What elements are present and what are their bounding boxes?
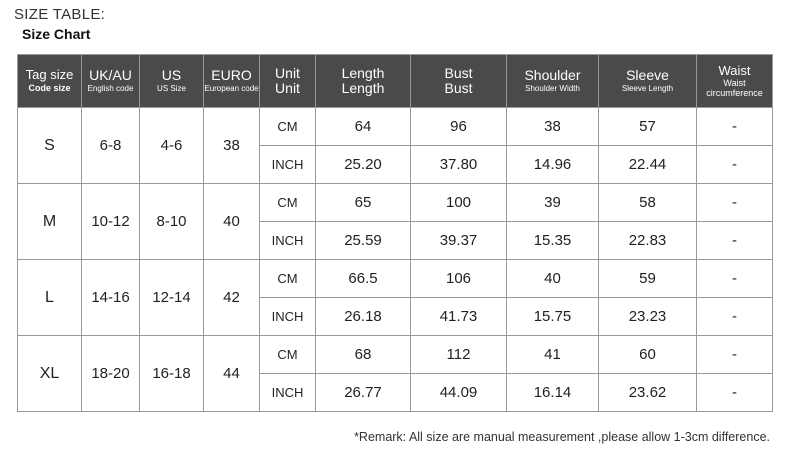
col-header-main: Bust: [444, 65, 473, 82]
col-header-main: US: [161, 67, 182, 84]
sleeve-cell: 22.44: [599, 146, 697, 184]
col-header-euro: [204, 55, 260, 108]
sleeve-cell: 57: [599, 108, 697, 146]
size-cell: S: [18, 108, 82, 184]
sleeve-cell: 23.23: [599, 298, 697, 336]
shoulder-cell: 15.35: [507, 222, 599, 260]
length-cell: 26.77: [316, 374, 411, 412]
length-cell: 65: [316, 184, 411, 222]
length-cell: 68: [316, 336, 411, 374]
bust-cell: 44.09: [411, 374, 507, 412]
col-header-unit: [260, 55, 316, 108]
col-header-main: Unit: [275, 65, 300, 82]
col-header-main: EURO: [211, 67, 252, 84]
header-row: [18, 55, 773, 108]
length-cell: 25.20: [316, 146, 411, 184]
col-header-sub: English code: [87, 84, 134, 94]
col-header-sub: US Size: [157, 84, 186, 94]
unit-cell: CM: [260, 108, 316, 146]
col-header-waist: [697, 55, 773, 108]
length-cell: 26.18: [316, 298, 411, 336]
us-cell: 16-18: [140, 336, 204, 412]
bust-cell: 112: [411, 336, 507, 374]
shoulder-cell: 14.96: [507, 146, 599, 184]
col-header-main: Shoulder: [524, 67, 581, 84]
length-cell: 64: [316, 108, 411, 146]
col-header-length: [316, 55, 411, 108]
size-chart-table: [17, 54, 773, 412]
col-header-uk-au: [82, 55, 140, 108]
shoulder-cell: 15.75: [507, 298, 599, 336]
uk-cell: 10-12: [82, 184, 140, 260]
sleeve-cell: 23.62: [599, 374, 697, 412]
unit-cell: INCH: [260, 374, 316, 412]
chart-subtitle: Size Chart: [22, 26, 91, 42]
length-cell: 66.5: [316, 260, 411, 298]
euro-cell: 40: [204, 184, 260, 260]
sleeve-cell: 59: [599, 260, 697, 298]
bust-cell: 37.80: [411, 146, 507, 184]
uk-cell: 18-20: [82, 336, 140, 412]
uk-cell: 6-8: [82, 108, 140, 184]
col-header-main: Sleeve: [626, 67, 669, 84]
sleeve-cell: 58: [599, 184, 697, 222]
shoulder-cell: 40: [507, 260, 599, 298]
col-header-main: Waist: [718, 62, 751, 78]
waist-cell: -: [697, 298, 773, 336]
shoulder-cell: 16.14: [507, 374, 599, 412]
sleeve-cell: 22.83: [599, 222, 697, 260]
shoulder-cell: 41: [507, 336, 599, 374]
bust-cell: 41.73: [411, 298, 507, 336]
col-header-us: [140, 55, 204, 108]
unit-cell: CM: [260, 336, 316, 374]
unit-cell: INCH: [260, 146, 316, 184]
col-header-main: Tag size: [25, 67, 74, 83]
size-cell: M: [18, 184, 82, 260]
euro-cell: 44: [204, 336, 260, 412]
col-header-sub: Shoulder Width: [525, 84, 580, 94]
shoulder-cell: 39: [507, 184, 599, 222]
table-title: SIZE TABLE:: [14, 6, 106, 23]
waist-cell: -: [697, 336, 773, 374]
waist-cell: -: [697, 108, 773, 146]
uk-cell: 14-16: [82, 260, 140, 336]
bust-cell: 39.37: [411, 222, 507, 260]
us-cell: 8-10: [140, 184, 204, 260]
euro-cell: 38: [204, 108, 260, 184]
us-cell: 4-6: [140, 108, 204, 184]
col-header-sub: Sleeve Length: [621, 84, 674, 94]
euro-cell: 42: [204, 260, 260, 336]
col-header-main2: Unit: [275, 80, 300, 96]
unit-cell: INCH: [260, 298, 316, 336]
table-row: [18, 336, 773, 374]
size-cell: XL: [18, 336, 82, 412]
bust-cell: 106: [411, 260, 507, 298]
col-header-main2: Length: [341, 80, 385, 96]
col-header-main: UK/AU: [89, 67, 132, 84]
unit-cell: INCH: [260, 222, 316, 260]
unit-cell: CM: [260, 260, 316, 298]
waist-cell: -: [697, 374, 773, 412]
remark-note: *Remark: All size are manual measurement ,please allow 1-3cm difference.: [354, 430, 770, 444]
shoulder-cell: 38: [507, 108, 599, 146]
waist-cell: -: [697, 184, 773, 222]
col-header-tag-size: [18, 55, 82, 108]
col-header-sub: European code: [204, 84, 259, 94]
waist-cell: -: [697, 260, 773, 298]
col-header-sub: Waist circumference: [706, 78, 763, 98]
table-row: [18, 260, 773, 298]
us-cell: 12-14: [140, 260, 204, 336]
length-cell: 25.59: [316, 222, 411, 260]
size-cell: L: [18, 260, 82, 336]
unit-cell: CM: [260, 184, 316, 222]
col-header-sleeve: [599, 55, 697, 108]
col-header-bust: [411, 55, 507, 108]
col-header-shoulder: [507, 55, 599, 108]
table-row: [18, 108, 773, 146]
bust-cell: 96: [411, 108, 507, 146]
waist-cell: -: [697, 222, 773, 260]
waist-cell: -: [697, 146, 773, 184]
col-header-main2: Bust: [444, 80, 473, 96]
col-header-main: Length: [341, 65, 385, 82]
col-header-sub: Code size: [28, 83, 71, 94]
sleeve-cell: 60: [599, 336, 697, 374]
bust-cell: 100: [411, 184, 507, 222]
table-row: [18, 184, 773, 222]
